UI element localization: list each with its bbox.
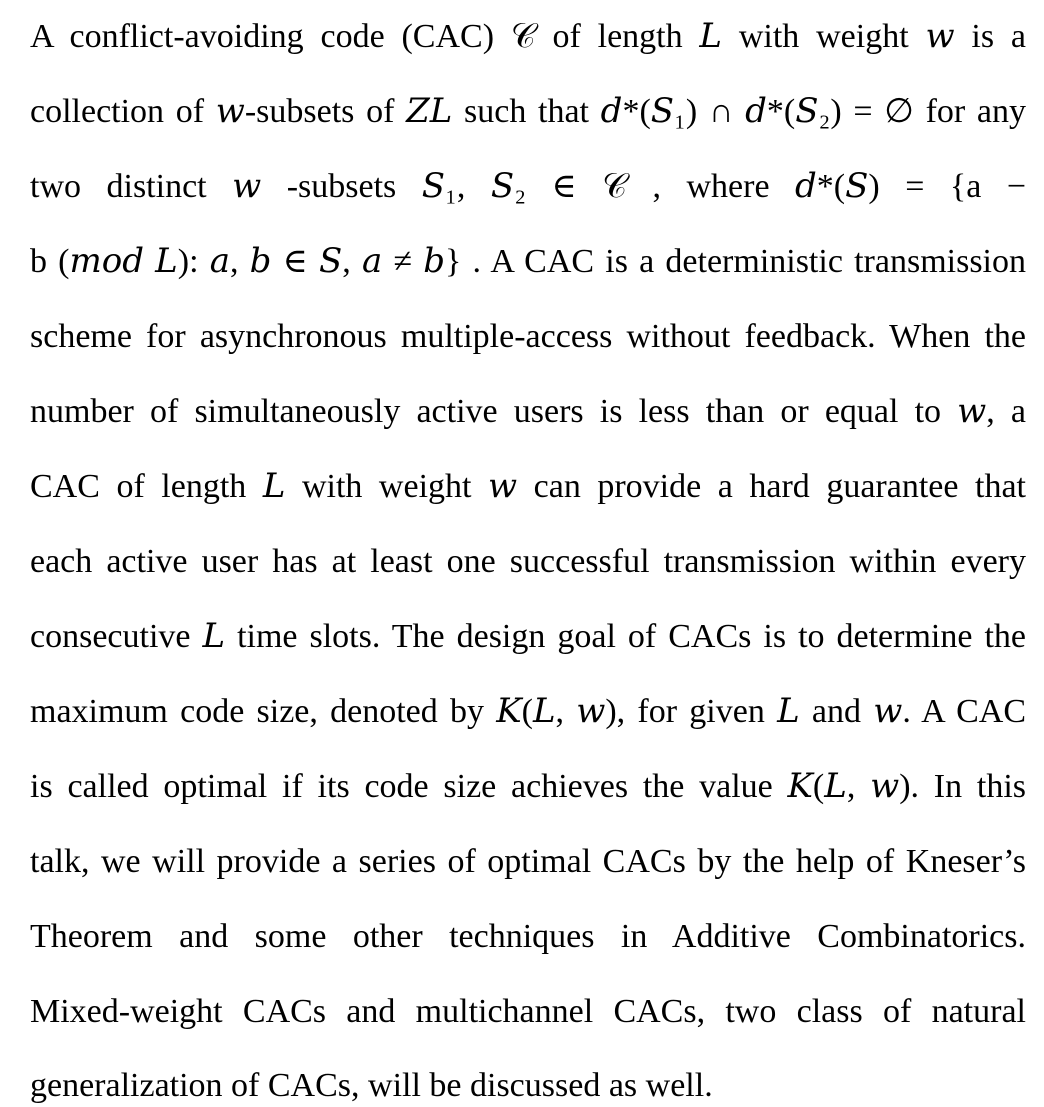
paragraph-line-8: each active user has at least one successful transmission within every xyxy=(30,543,1026,580)
paragraph-line-7: CAC of length 𝐿 with weight 𝑤 can provide a hard guarantee that xyxy=(30,468,1026,505)
paragraph-line-3: two distinct 𝑤 -subsets 𝑆₁, 𝑆₂ ∈ 𝒞 , where 𝑑*(𝑆) = {a − xyxy=(30,168,1026,205)
paragraph-line-12: talk, we will provide a series of optimal CACs by the help of Kneser’s xyxy=(30,843,1026,880)
paragraph-line-4: b (𝑚𝑜𝑑 𝐿): 𝑎, 𝑏 ∈ 𝑆, 𝑎 ≠ 𝑏} . A CAC is a deterministic transmission xyxy=(30,243,1026,280)
paragraph-line-15: generalization of CACs, will be discussed as well. xyxy=(30,1067,713,1104)
paragraph-line-2: collection of 𝑤-subsets of 𝑍𝐿 such that 𝑑*(𝑆₁) ∩ 𝑑*(𝑆₂) = ∅ for any xyxy=(30,93,1026,130)
paragraph-line-10: maximum code size, denoted by 𝐾(𝐿, 𝑤), for given 𝐿 and 𝑤. A CAC xyxy=(30,693,1026,730)
paragraph-line-14: Mixed-weight CACs and multichannel CACs, two class of natural xyxy=(30,993,1026,1030)
paragraph-line-1: A conflict-avoiding code (CAC) 𝒞 of length 𝐿 with weight 𝑤 is a xyxy=(30,18,1026,55)
paragraph-line-6: number of simultaneously active users is less than or equal to 𝑤, a xyxy=(30,393,1026,430)
paragraph-line-11: is called optimal if its code size achieves the value 𝐾(𝐿, 𝑤). In this xyxy=(30,768,1026,805)
paragraph-line-9: consecutive 𝐿 time slots. The design goal of CACs is to determine the xyxy=(30,618,1026,655)
paragraph-line-13: Theorem and some other techniques in Additive Combinatorics. xyxy=(30,918,1026,955)
paragraph-line-5: scheme for asynchronous multiple-access without feedback. When the xyxy=(30,318,1026,355)
